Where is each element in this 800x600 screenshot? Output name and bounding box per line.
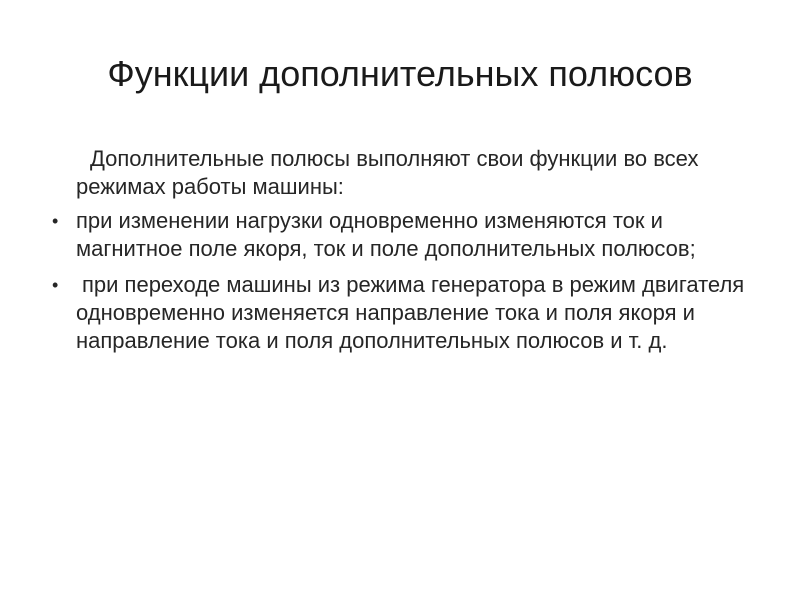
bullet-icon: • — [52, 211, 59, 231]
bullet-item-mode-change — [48, 271, 760, 355]
bullet-list — [48, 207, 760, 355]
bullet-text: при изменении нагрузки одновременно изменяются ток и магнитное поле якоря, ток и поле дополнительных полюсов; — [76, 208, 696, 261]
intro-paragraph: Дополнительные полюсы выполняют свои функции во всех режимах работы машины: — [76, 146, 699, 199]
slide-body — [48, 145, 760, 363]
bullet-item-load-change — [48, 207, 760, 263]
bullet-text: при переходе машины из режима генератора в режим двигателя одновременно изменяется направление тока и поля якоря и направление тока и поля дополнительных полюсов и т. д. — [76, 272, 745, 353]
bullet-icon: • — [52, 275, 59, 295]
slide-title: Функции дополнительных полюсов — [107, 53, 693, 94]
